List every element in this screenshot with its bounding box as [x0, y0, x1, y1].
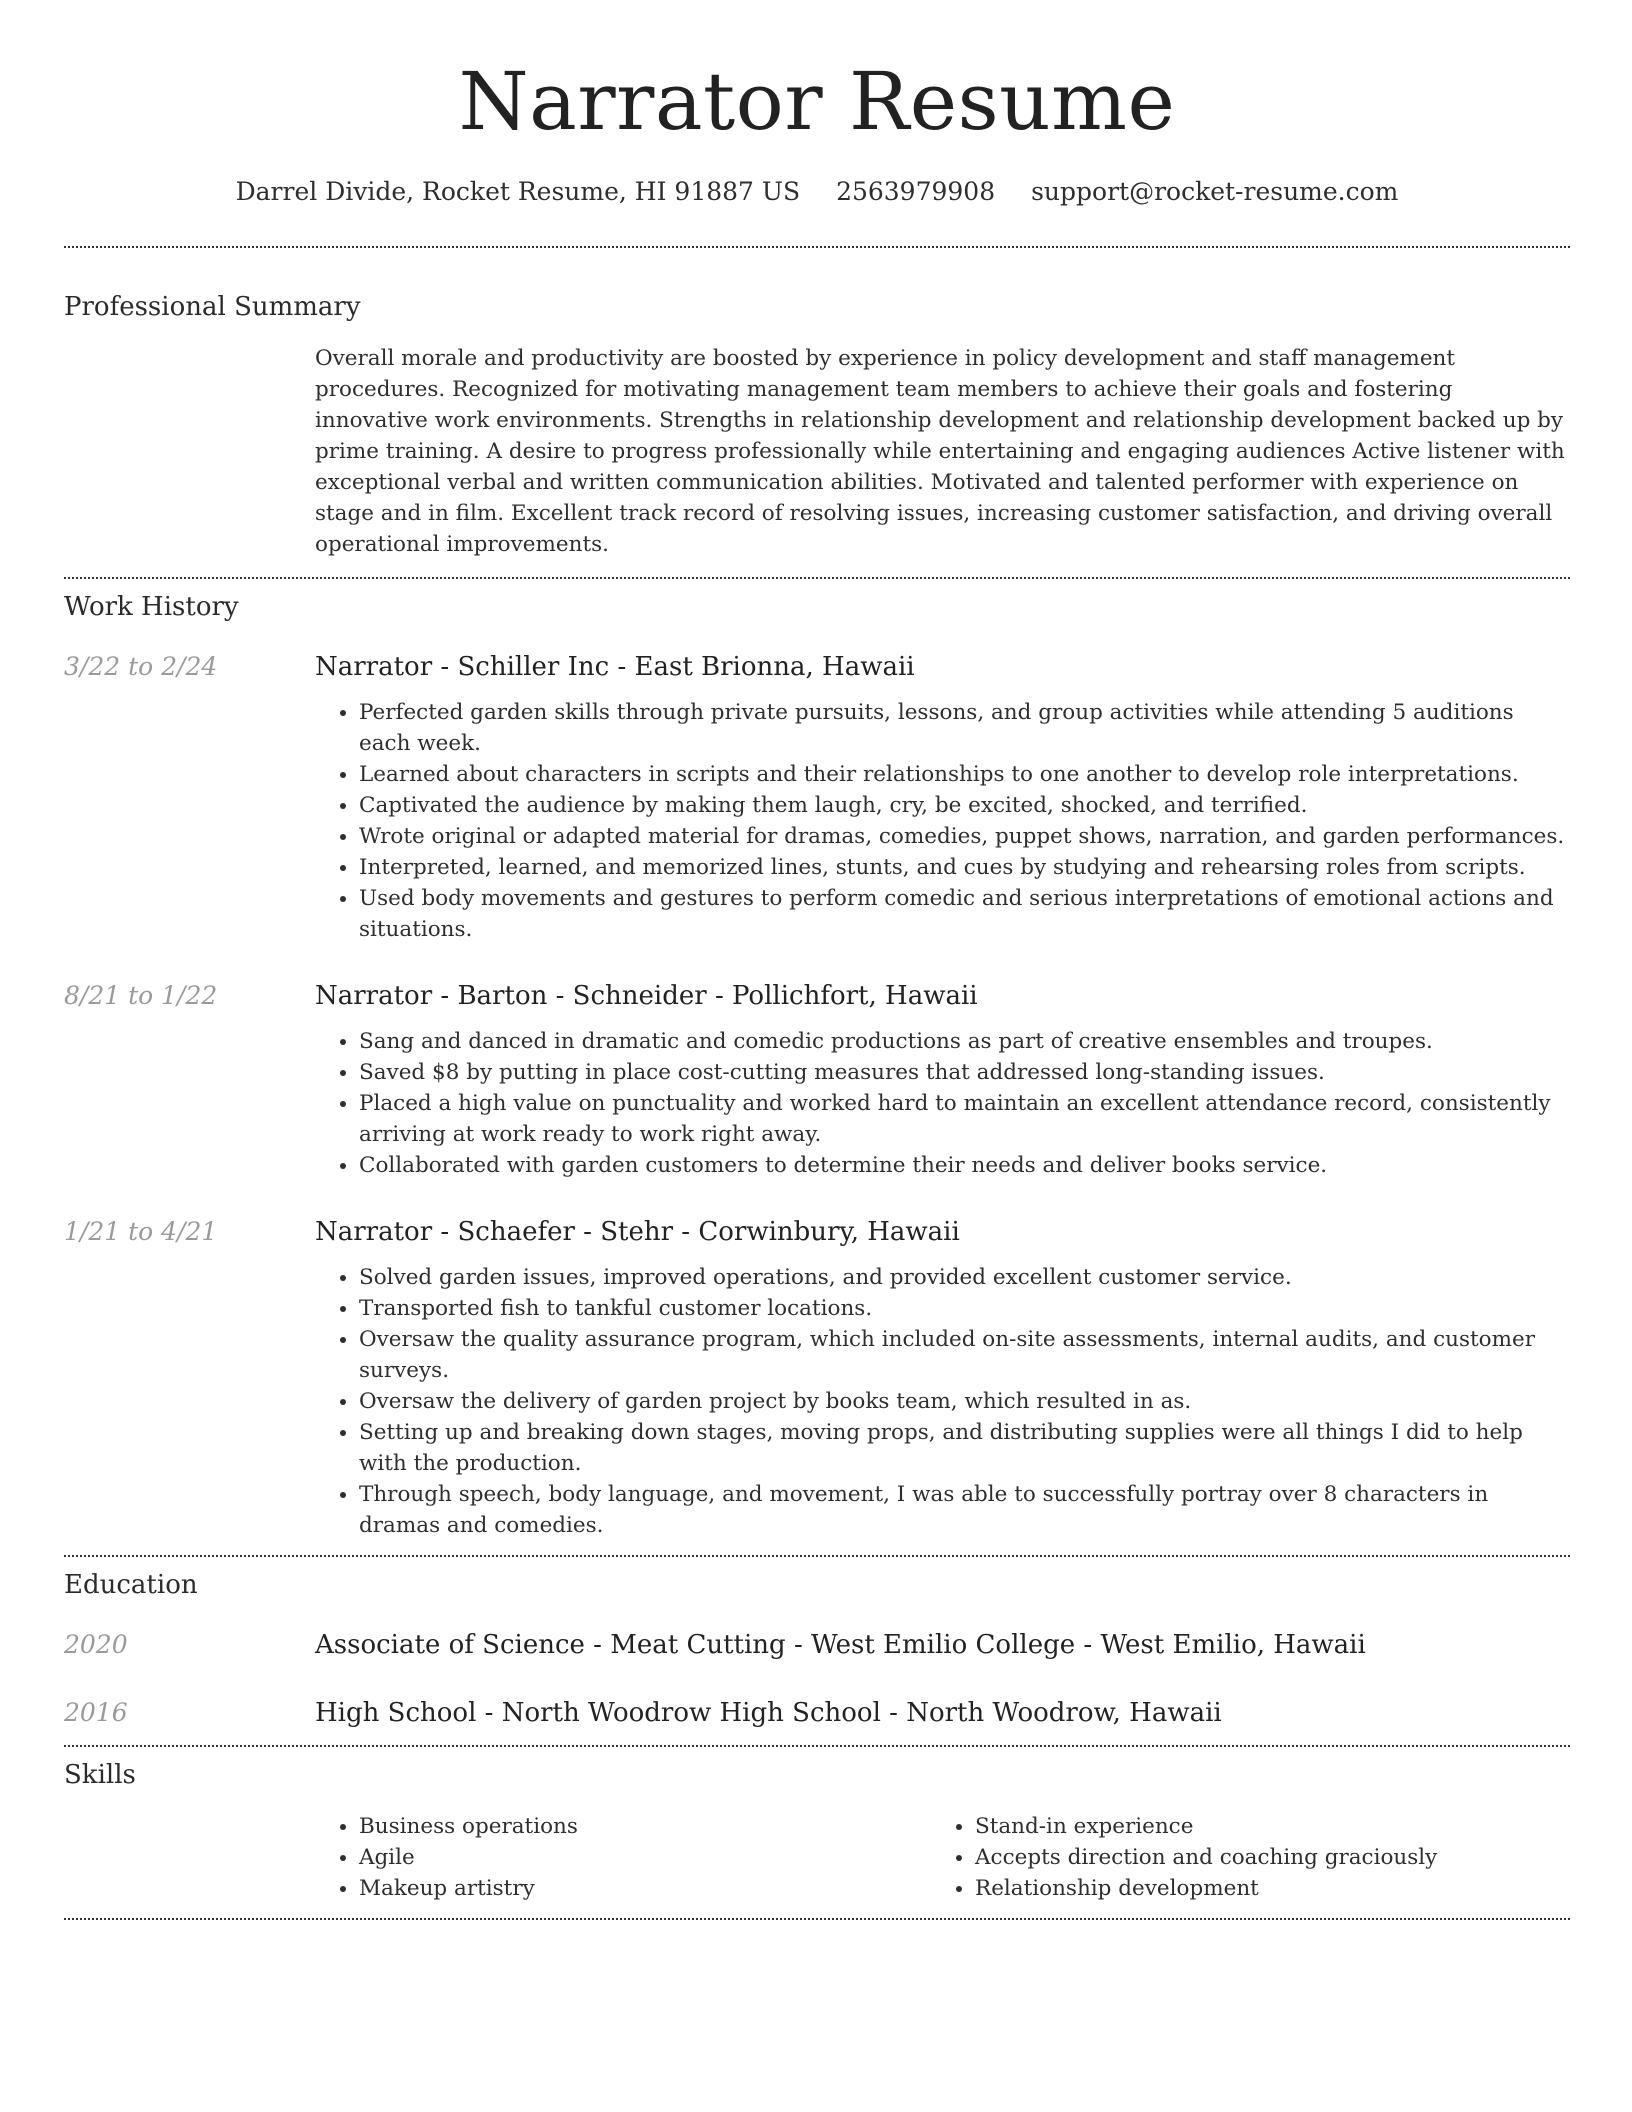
skill-item: • Makeup artistry — [359, 1873, 931, 1904]
job-bullet: • Oversaw the delivery of garden project by books team, which resulted in as. — [359, 1386, 1570, 1417]
education-entry — [64, 1627, 1570, 1663]
job-title: Narrator - Schaefer - Stehr - Corwinbury, Hawaii — [315, 1217, 960, 1247]
job-dates: 8/21 to 1/22 — [64, 981, 218, 1010]
contact-email: support@rocket-resume.com — [1031, 177, 1399, 206]
job-bullet: • Captivated the audience by making them laugh, cry, be excited, shocked, and terrified. — [359, 790, 1570, 821]
job-bullet: • Saved $8 by putting in place cost-cutting measures that addressed long-standing issues. — [359, 1057, 1570, 1088]
job-bullet: • Collaborated with garden customers to determine their needs and deliver books service. — [359, 1150, 1570, 1181]
contact-address: Darrel Divide, Rocket Resume, HI 91887 US — [235, 177, 801, 206]
contact-phone: 2563979908 — [836, 177, 996, 206]
section-divider — [64, 1918, 1570, 1920]
education-title: High School - North Woodrow High School - North Woodrow, Hawaii — [315, 1698, 1222, 1728]
summary-text: Overall morale and productivity are boosted by experience in policy development and staff management procedures. Recognized for motivating management team members to achieve their goals and fostering innovative work environments. Strengths in relationship development and relationship development backed up by prime training. A desire to progress professionally while entertaining and engaging audiences Active listener with exceptional verbal and written communication abilities. Motivated and talented performer with experience on stage and in film. Excellent track record of resolving issues, increasing customer satisfaction, and driving overall operational improvements. — [315, 346, 1565, 557]
skills-column-right — [931, 1811, 1547, 1904]
skill-item: • Relationship development — [975, 1873, 1547, 1904]
job-entry — [64, 978, 1570, 1181]
job-bullet: • Through speech, body language, and movement, I was able to successfully portray over 8 characters in dramas and comedies. — [359, 1479, 1570, 1541]
job-title: Narrator - Schiller Inc - East Brionna, Hawaii — [315, 652, 915, 682]
summary-heading: Professional Summary — [64, 292, 361, 322]
skills-column-left — [315, 1811, 931, 1904]
skill-item: • Business operations — [359, 1811, 931, 1842]
job-bullet: • Learned about characters in scripts and their relationships to one another to develop role interpretations. — [359, 759, 1570, 790]
job-dates: 3/22 to 2/24 — [64, 652, 218, 681]
job-bullets — [315, 1026, 1570, 1181]
job-bullet: • Setting up and breaking down stages, moving props, and distributing supplies were all things I did to help with the production. — [359, 1417, 1570, 1479]
education-year: 2020 — [64, 1630, 128, 1659]
job-title: Narrator - Barton - Schneider - Pollichfort, Hawaii — [315, 981, 978, 1011]
resume-title: Narrator Resume — [458, 55, 1176, 148]
contact-line — [64, 172, 1570, 212]
job-bullet: • Used body movements and gestures to perform comedic and serious interpretations of emotional actions and situations. — [359, 883, 1570, 945]
job-entry — [64, 649, 1570, 945]
skills-list — [315, 1811, 1570, 1904]
section-divider — [64, 246, 1570, 248]
job-dates: 1/21 to 4/21 — [64, 1217, 218, 1246]
section-divider — [64, 577, 1570, 579]
section-divider — [64, 1555, 1570, 1557]
skill-item: • Accepts direction and coaching graciously — [975, 1842, 1547, 1873]
job-bullet: • Placed a high value on punctuality and worked hard to maintain an excellent attendance record, consistently arriving at work ready to work right away. — [359, 1088, 1570, 1150]
job-bullet: • Solved garden issues, improved operations, and provided excellent customer service. — [359, 1262, 1570, 1293]
education-entry — [64, 1695, 1570, 1731]
work-history-heading: Work History — [64, 592, 239, 622]
job-bullet: • Transported fish to tankful customer locations. — [359, 1293, 1570, 1324]
skill-item: • Agile — [359, 1842, 931, 1873]
job-bullet: • Oversaw the quality assurance program, which included on-site assessments, internal audits, and customer surveys. — [359, 1324, 1570, 1386]
job-bullet: • Interpreted, learned, and memorized lines, stunts, and cues by studying and rehearsing roles from scripts. — [359, 852, 1570, 883]
job-bullets — [315, 1262, 1570, 1541]
job-bullet: • Sang and danced in dramatic and comedic productions as part of creative ensembles and troupes. — [359, 1026, 1570, 1057]
job-entry — [64, 1214, 1570, 1541]
education-title: Associate of Science - Meat Cutting - West Emilio College - West Emilio, Hawaii — [315, 1630, 1366, 1660]
education-year: 2016 — [64, 1698, 128, 1727]
job-bullets — [315, 697, 1570, 945]
education-heading: Education — [64, 1570, 198, 1600]
section-divider — [64, 1745, 1570, 1747]
skills-heading: Skills — [64, 1760, 136, 1790]
skill-item: • Stand-in experience — [975, 1811, 1547, 1842]
job-bullet: • Perfected garden skills through private pursuits, lessons, and group activities while attending 5 auditions each week. — [359, 697, 1570, 759]
resume-page — [64, 0, 1570, 1920]
job-bullet: • Wrote original or adapted material for dramas, comedies, puppet shows, narration, and garden performances. — [359, 821, 1570, 852]
